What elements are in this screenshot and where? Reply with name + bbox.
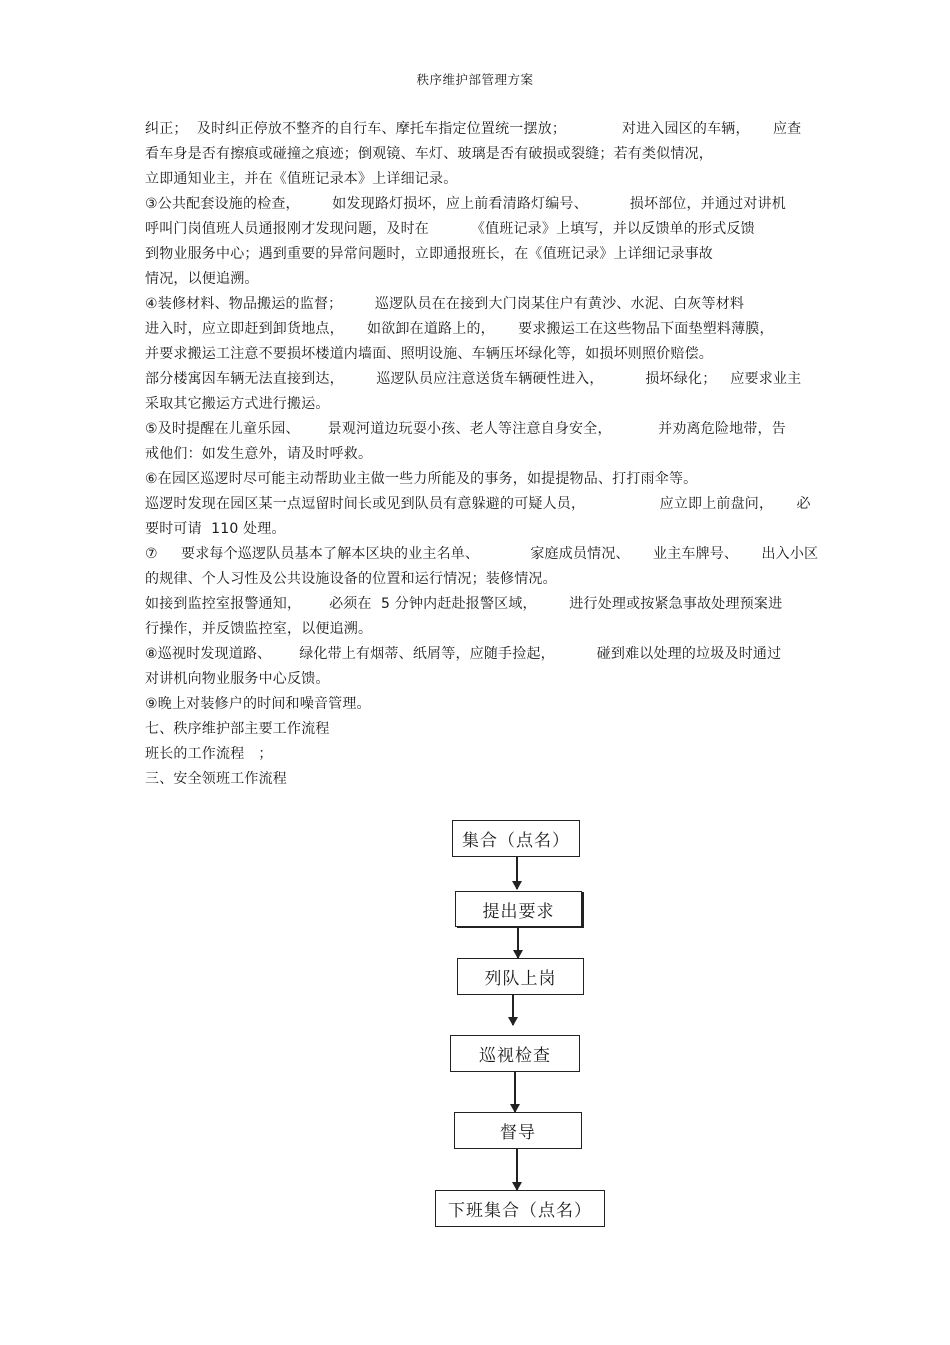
text-line: 立即通知业主，并在《值班记录本》上详细记录。: [145, 171, 458, 187]
text-line: 进入时，应立即赶到卸货地点， 如欲卸在道路上的， 要求搬运工在这些物品下面垫塑料薄膜，: [145, 321, 774, 337]
flow-step-requirements: 提出要求: [455, 891, 582, 927]
subheading: 班长的工作流程 ；: [145, 746, 273, 762]
text-line: 纠正； 及时纠正停放不整齐的自行车、摩托车指定位置统一摆放； 对进入园区的车辆， 应查: [145, 121, 802, 137]
text-line: 如接到监控室报警通知， 必须在 5 分钟内赶赴报警区域， 进行处理或按紧急事故处理预案进: [145, 596, 783, 612]
text-line: 情况，以便追溯。: [145, 271, 259, 287]
text-line: 的规律、个人习性及公共设施设备的位置和运行情况；装修情况。: [145, 571, 557, 587]
text-line: 采取其它搬运方式进行搬运。: [145, 396, 330, 412]
text-line: ③公共配套设施的检查， 如发现路灯损坏，应上前看清路灯编号、 损坏部位，并通过对讲机: [145, 196, 786, 212]
text-line: 呼叫门岗值班人员通报刚才发现问题，及时在 《值班记录》上填写，并以反馈单的形式反馈: [145, 221, 755, 237]
text-line: 行操作，并反馈监控室，以便追溯。: [145, 621, 373, 637]
text-line: 看车身是否有擦痕或碰撞之痕迹；倒观镜、车灯、玻璃是否有破损或裂缝；若有类似情况，: [145, 146, 713, 162]
text-line: 到物业服务中心；遇到重要的异常问题时，立即通报班长，在《值班记录》上详细记录事故: [145, 246, 713, 262]
text-line: 要时可请 110 处理。: [145, 521, 286, 537]
flow-step-line-up: 列队上岗: [457, 958, 584, 995]
page-header: 秩序维护部管理方案: [416, 72, 534, 87]
text-line: 巡逻时发现在园区某一点逗留时间长或见到队员有意躲避的可疑人员， 应立即上前盘问， 必: [145, 496, 811, 512]
text-line: ⑨晚上对装修户的时间和噪音管理。: [145, 696, 371, 712]
text-line: ④装修材料、物品搬运的监督； 巡逻队员在在接到大门岗某住户有黄沙、水泥、白灰等材料: [145, 296, 745, 312]
flow-step-off-duty: 下班集合（点名）: [435, 1190, 605, 1227]
section-heading: 七、秩序维护部主要工作流程: [145, 721, 330, 737]
flow-step-patrol: 巡视检查: [450, 1035, 580, 1072]
flow-step-supervise: 督导: [454, 1112, 582, 1149]
text-line: ⑤及时提醒在儿童乐园、 景观河道边玩耍小孩、老人等注意自身安全， 并劝离危险地带，告: [145, 421, 786, 437]
text-line: 戒他们：如发生意外，请及时呼救。: [145, 446, 373, 462]
text-line: 部分楼寓因车辆无法直接到达， 巡逻队员应注意送货车辆硬性进入， 损坏绿化； 应要求业主: [145, 371, 802, 387]
text-line: 对讲机向物业服务中心反馈。: [145, 671, 330, 687]
text-line: ⑧巡视时发现道路、 绿化带上有烟蒂、纸屑等，应随手捡起， 碰到难以处理的垃圾及时通过: [145, 646, 782, 662]
section-heading: 三、安全领班工作流程: [145, 771, 287, 787]
flow-step-assemble: 集合（点名）: [452, 820, 580, 857]
text-line: ⑥在园区巡逻时尽可能主动帮助业主做一些力所能及的事务，如提提物品、打打雨伞等。: [145, 471, 698, 487]
text-line: 并要求搬运工注意不要损坏楼道内墙面、照明设施、车辆压坏绿化等，如损坏则照价赔偿。: [145, 346, 713, 362]
text-line: ⑦ 要求每个巡逻队员基本了解本区块的业主名单、 家庭成员情况、 业主车牌号、 出入小区: [145, 546, 819, 562]
